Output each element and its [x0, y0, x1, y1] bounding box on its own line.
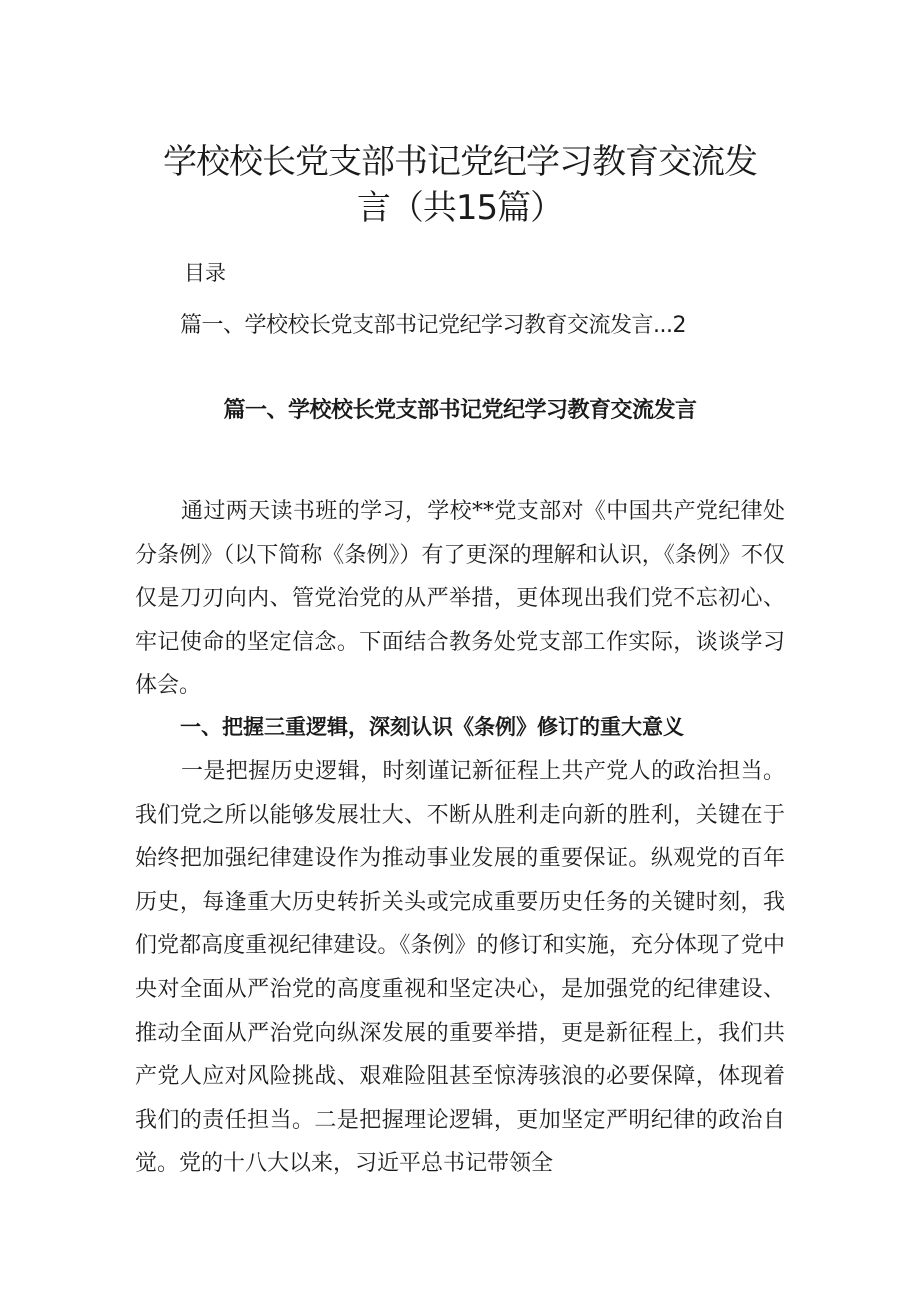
paragraph-1: 一是把握历史逻辑，时刻谨记新征程上共产党人的政治担当。我们党之所以能够发展壮大、不断从胜利走向新的胜利，关键在于始终把加强纪律建设作为推动事业发展的重要保证。纵观党的百年历史，每逢重大历史转折关头或完成重要历史任务的关键时刻，我们党都高度重视纪律建设。《条例》的修订和实施，充分体现了党中央对全面从严治党的高度重视和坚定决心，是加强党的纪律建设、推动全面从严治党向纵深发展的重要举措，更是新征程上，我们共产党人应对风险挑战、艰难险阻甚至惊涛骇浪的必要保障，体现着我们的责任担当。二是把握理论逻辑，更加坚定严明纪律的政治自觉。党的十八大以来，习近平总书记带领全 — [135, 759, 785, 1177]
section-heading: 篇一、学校校长党支部书记党纪学习教育交流发言 — [223, 398, 697, 423]
document-title-line-2: 言（共15篇） — [356, 188, 564, 228]
document-title-line-1: 学校校长党支部书记党纪学习教育交流发 — [163, 142, 757, 182]
toc-label: 目录 — [184, 261, 226, 285]
subheading-1: 一、把握三重逻辑，深刻认识《条例》修订的重大意义 — [180, 715, 684, 739]
paragraph-intro: 通过两天读书班的学习，学校**党支部对《中国共产党纪律处分条例》（以下简称《条例》）有了更深的理解和认识，《条例》不仅仅是刀刃向内、管党治党的从严举措，更体现出我们党不忘初心、牢记使命的坚定信念。下面结合教务处党支部工作实际，谈谈学习体会。 — [135, 499, 785, 699]
toc-entry-1[interactable]: 篇一、学校校长党支部书记党纪学习教育交流发言...2 — [180, 313, 686, 338]
